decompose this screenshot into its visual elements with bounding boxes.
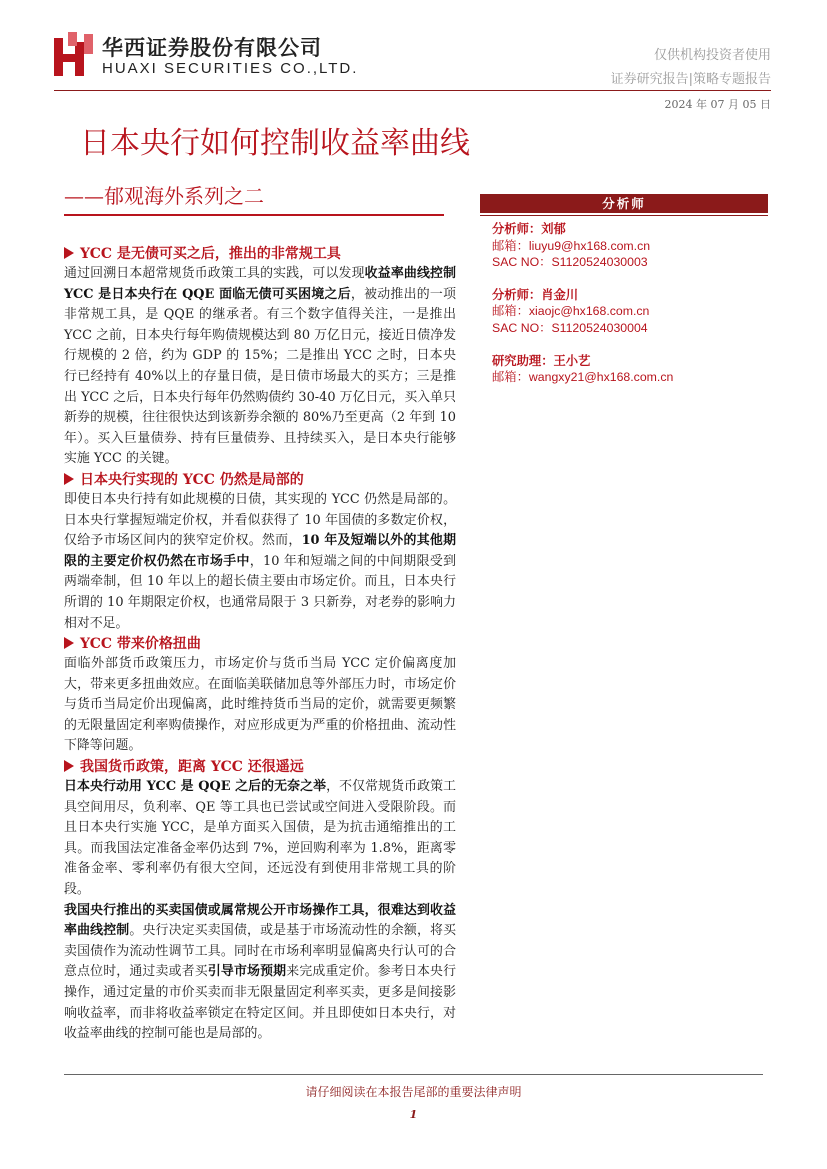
email-link[interactable]: xiaojc@hx168.com.cn: [528, 304, 650, 319]
header-divider: [54, 90, 771, 91]
summary-column: [64, 244, 456, 1045]
emphasis-text: 日本央行动用 YCC 是 QQE 之后的无奈之举: [64, 779, 327, 795]
body-text: ，被动推出的一项非常规工具，是 QQE 的继承者。有三个数字值得关注，一是推出 YCC 之前，日本央行每年购债规模达到 80 万亿日元，接近日债净发行规模的 2 倍，约为 GDP 的 15%；二是推出 YCC 之时，日本央行已经持有 40%以上的存量日债，是日债市场最大的买方；三是推出 YCC 之后，日本央行每年仍然购债约 30-40 万亿日元，买入单只新券的规模，往往很快达到该新券余额的 80%乃至更高（2 年到 10 年）。买入巨量债券、持有巨量债券、且持续买入，是日本央行能够实施 YCC 的关键。: [64, 286, 457, 467]
emphasis-text: 引导市场预期: [207, 964, 287, 980]
section-paragraph: [64, 901, 456, 1045]
page-subtitle: ——郁观海外系列之二: [64, 184, 264, 208]
page-title: 日本央行如何控制收益率曲线: [80, 126, 470, 161]
company-name-en: HUAXI SECURITIES CO.,LTD.: [102, 60, 359, 77]
body-text: 来完成重定价。参考日本央行操作，通过定量的市价买卖而非无限量固定利率买卖，更多是间接影响收益率，而非将收益率锁定在特定区间。并且即使如日本央行，对收益率曲线的控制可能也是局部的。: [64, 964, 457, 1042]
legal-notice: 请仔细阅读在本报告尾部的重要法律声明: [305, 1085, 522, 1099]
triangle-bullet-icon: [64, 637, 74, 649]
emphasis-text: 10 年及短端以外的其他期限的主要定价权仍然在市场手中: [64, 533, 456, 569]
section-heading: [64, 634, 456, 654]
section-heading-text: 我国货币政策，距离 YCC 还很遥远: [80, 759, 304, 776]
page-number: 1: [409, 1108, 418, 1121]
spacer: [492, 271, 772, 284]
report-date: 2024 年 07 月 05 日: [664, 98, 771, 111]
section-heading: [64, 244, 456, 264]
analyst-panel: [492, 218, 772, 386]
analyst-panel-heading: 分析师: [480, 194, 768, 213]
body-text: 面临外部货币政策压力，市场定价与货币当局 YCC 定价偏离度加大，带来更多扭曲效应。在面临美联储加息等外部压力时，市场定价与货币当局定价出现偏离，此时维持货币当局的定价，就需要更频繁的无限量固定利率购债操作，对应形成更为严重的价格扭曲、流动性下降等问题。: [64, 656, 456, 754]
analyst-name: 研究助理：王小艺: [492, 352, 591, 368]
footer-divider: [64, 1074, 763, 1075]
section-heading-text: YCC 带来价格扭曲: [80, 636, 201, 653]
analyst-email: [492, 303, 772, 320]
analyst-sac-number: SAC NO：S1120524030004: [492, 320, 648, 335]
section-heading-text: 日本央行实现的 YCC 仍然是局部的: [80, 471, 304, 488]
body-text: 即使日本央行持有如此规模的日债，其实现的 YCC 仍然是局部的。日本央行掌握短端定价权，并看似获得了 10 年国债的多数定价权，仅给予市场区间内的狭窄定价权。然而，: [64, 491, 456, 549]
triangle-bullet-icon: [64, 247, 74, 259]
analyst-sac-number: SAC NO：S1120524030003: [492, 255, 648, 270]
email-label: 邮箱：: [492, 304, 529, 319]
analyst-name: 分析师：肖金川: [492, 286, 579, 302]
body-text: ，10 年和短端之间的中间期限受到两端牵制，但 10 年以上的超长债主要由市场定价。而且，日本央行所谓的 10 年期限定价权，也通常局限于 3 只新券，对老券的影响力相对不足。: [64, 553, 456, 631]
section-paragraph: [64, 264, 456, 470]
section-paragraph: [64, 490, 456, 634]
section-heading: [64, 757, 456, 777]
analyst-panel-divider: [480, 215, 768, 216]
emphasis-text: 收益率曲线控制 YCC 是日本央行在 QQE 面临无债可买困境之后: [64, 266, 456, 302]
subtitle-underline: [64, 214, 444, 216]
section-paragraph: [64, 654, 456, 757]
body-text: 。央行决定买卖国债，或是基于市场流动性的余额，将买卖国债作为流动性调节工具。同时在市场利率明显偏离央行认可的合意点位时，通过卖或者买: [64, 923, 457, 980]
emphasis-text: 我国央行推出的买卖国债或属常规公开市场操作工具，很难达到收益率曲线控制: [64, 902, 456, 939]
triangle-bullet-icon: [64, 760, 74, 772]
section-paragraph: [64, 777, 456, 901]
body-text: 通过回溯日本超常规货币政策工具的实践，可以发现: [64, 266, 365, 281]
email-link[interactable]: liuyu9@hx168.com.cn: [528, 238, 651, 253]
audience-note: 仅供机构投资者使用: [653, 48, 771, 63]
email-label: 邮箱：: [492, 370, 529, 385]
report-type: 证券研究报告|策略专题报告: [610, 72, 771, 87]
section-heading-text: YCC 是无债可买之后，推出的非常规工具: [80, 246, 341, 262]
body-text: ，不仅常规货币政策工具空间用尽，负利率、QE 等工具也已尝试或空间进入受限阶段。而且日本央行实施 YCC，是单方面买入国债，是为抗击通缩推出的工具。而我国法定准备金率仍达到 7%，逆回购利率为 1.8%，距离零准备金率、零利率仍有很大空间，还远没有到使用非常规工具的阶段。: [64, 779, 456, 898]
email-label: 邮箱：: [492, 238, 529, 253]
section-heading: [64, 470, 456, 490]
huaxi-logo-icon: [54, 32, 94, 76]
spacer: [492, 337, 772, 350]
email-link[interactable]: wangxy21@hx168.com.cn: [528, 370, 674, 385]
company-name-cn: 华西证券股份有限公司: [102, 35, 322, 60]
triangle-bullet-icon: [64, 473, 74, 485]
analyst-email: [492, 369, 772, 386]
analyst-name: 分析师：刘郁: [492, 221, 566, 236]
analyst-email: [492, 238, 772, 255]
